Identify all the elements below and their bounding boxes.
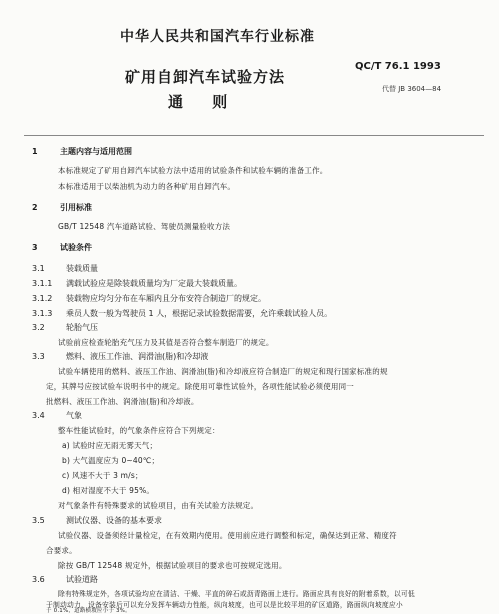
replace-note: 代替 JB 3604—84 [382, 85, 442, 93]
section-3-4-heading: 3.4 气象 [32, 411, 82, 420]
section-1-paragraph-1: 本标准规定了矿用自卸汽车试验方法中适用的试验条件和试验车辆的准备工作。 [58, 166, 328, 175]
document-title: 矿用自卸汽车试验方法 [125, 68, 286, 86]
weather-condition-item: c) 风速不大于 3 m/s； [62, 471, 143, 480]
section-2-paragraph-1: GB/T 12548 汽车道路试验、驾驶员测量验收方法 [58, 222, 231, 231]
section-3-6-paragraph-2: 于制动动力，设备安装后可以充分发挥车辆动力性能，纵向坡度，也可以是比较平坦的矿区道路，路面纵向坡度应小 [46, 601, 403, 609]
section-3-5-paragraph-3: 除按 GB/T 12548 规定外，根据试验项目的要求也可按规定选用。 [58, 561, 287, 570]
section-3-3-heading: 3.3 燃料、液压工作油、润滑油(脂)和冷却液 [32, 352, 209, 361]
standard-title: 中华人民共和国汽车行业标准 [120, 29, 315, 45]
section-3-2-heading: 3.2 轮胎气压 [32, 323, 98, 332]
section-3-3-paragraph-2: 定，其牌号应按试验车说明书中的规定。除使用可靠性试验外，各项性能试验必须使用同一 [46, 382, 354, 391]
section-3-4-paragraph-2: 对气象条件有特殊要求的试验项目，由有关试验方法规定。 [58, 501, 259, 510]
header-divider [24, 135, 484, 136]
section-3-3-paragraph-1: 试验车辆使用的燃料、液压工作油、润滑油(脂)和冷却液应符合制造厂的规定和现行国家标准的规 [58, 367, 388, 376]
section-3-1-1: 3.1.1 满载试验应是除装载质量均为厂定最大装载质量。 [32, 279, 242, 288]
section-3-6-paragraph-1: 除有特殊规定外，各项试验均应在清洁、干燥、平直的碎石或沥青路面上进行。路面应具有良好的附着系数，以可低 [58, 590, 415, 598]
section-3-1-heading: 3.1 装载质量 [32, 264, 98, 273]
weather-condition-item: b) 大气温度应为 0~40℃； [62, 456, 160, 465]
section-3-5-heading: 3.5 测试仪器、设备的基本要求 [32, 516, 162, 525]
section-3-4-paragraph-1: 整车性能试验时，的气象条件应符合下列规定： [58, 426, 220, 435]
weather-condition-item: d) 相对湿度不大于 95%。 [62, 486, 155, 495]
section-1-paragraph-2: 本标准适用于以柴油机为动力的各种矿用自卸汽车。 [58, 182, 236, 191]
standard-code: QC/T 76.1 1993 [355, 61, 441, 72]
section-3-1-3: 3.1.3 乘员人数一般为驾驶员 1 人，根据记录试验数据需要，允许乘载试验人员。 [32, 309, 333, 318]
section-3-2-paragraph: 试验前应检查轮胎充气压力及其值是否符合整车制造厂的规定。 [58, 338, 274, 347]
section-3-3-paragraph-3: 批燃料、液压工作油、润滑油(脂)和冷却液。 [46, 397, 199, 406]
section-3-1-2: 3.1.2 装载物应均匀分布在车厢内且分布安符合制造厂的规定。 [32, 294, 266, 303]
section-3-5-paragraph-2: 合要求。 [46, 546, 77, 555]
weather-condition-item: a) 试验时应无雨无雾天气； [62, 441, 158, 450]
document-subtitle: 通 则 [168, 93, 240, 111]
section-3-heading: 3 试验条件 [32, 243, 92, 252]
section-3-6-paragraph-3: 于 0.1%，道路横坡应小于 3%。 [46, 608, 131, 614]
section-3-5-paragraph-1: 试验仪器、设备须经计量检定，在有效期内使用。使用前应进行调整和标定，确保达到正常、精度符 [58, 531, 397, 540]
section-2-heading: 2 引用标准 [32, 203, 92, 212]
section-1-heading: 1 主题内容与适用范围 [32, 147, 132, 156]
section-3-6-heading: 3.6 试验道路 [32, 575, 98, 584]
